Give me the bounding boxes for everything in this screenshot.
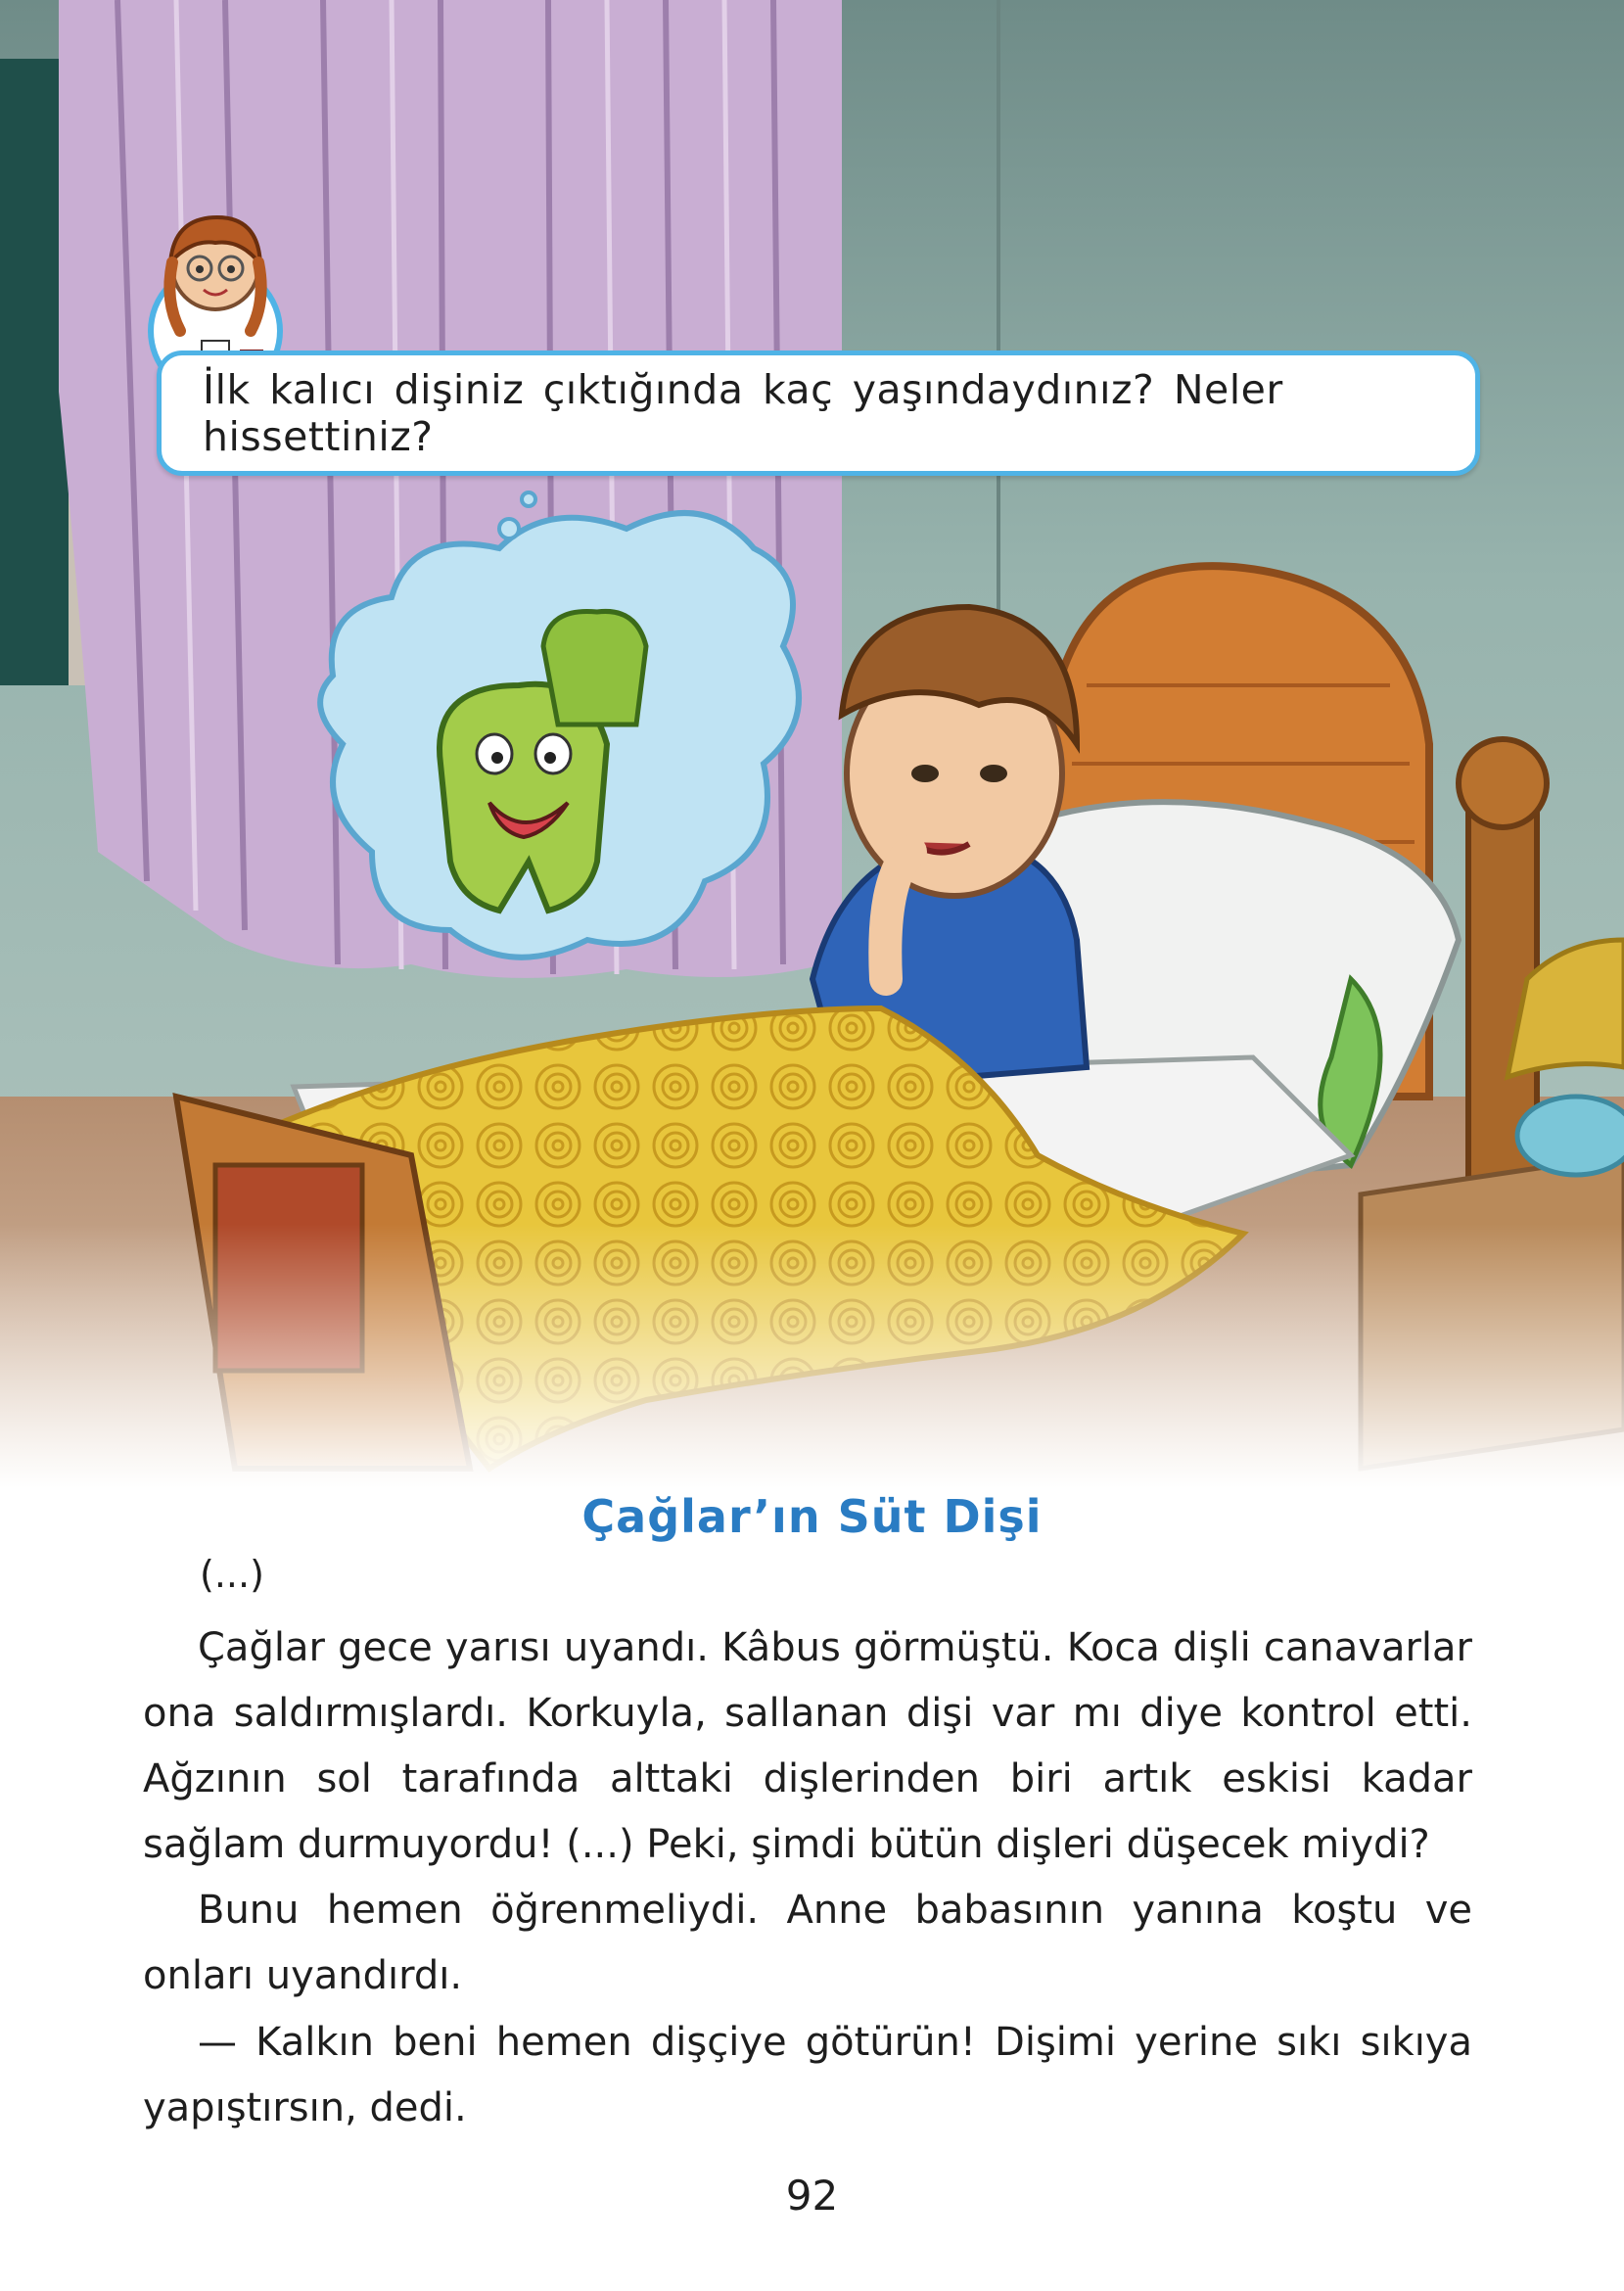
story-paragraph: Çağlar gece yarısı uyandı. Kâbus görmüştü. Koca dişli canavarlar ona saldırmışlardı. Korkuyla, sallanan dişi var mı diye kontrol etti. Ağzının sol tarafında alttaki dişlerinden biri artık eskisi kadar sağlam durmuyordu! (...) Peki, şimdi bütün dişleri düşecek miydi? xyxy=(143,1625,1472,1867)
opening-ellipsis: (...) xyxy=(200,1553,264,1596)
story-paragraph: — Kalkın beni hemen dişçiye götürün! Dişimi yerine sıkı sıkıya yapıştırsın, dedi. xyxy=(143,2020,1472,2130)
page-number: 92 xyxy=(785,2172,839,2220)
question-text: İlk kalıcı dişiniz çıktığında kaç yaşındaydınız? Neler hissettiniz? xyxy=(203,366,1283,460)
window xyxy=(0,59,69,685)
story-paragraph: Bunu hemen öğrenmeliydi. Anne babasının yanına koştu ve onları uyandırdı. xyxy=(143,1888,1472,1998)
question-box xyxy=(157,351,1480,476)
story-title: Çağlar’ın Süt Dişi xyxy=(581,1490,1043,1543)
